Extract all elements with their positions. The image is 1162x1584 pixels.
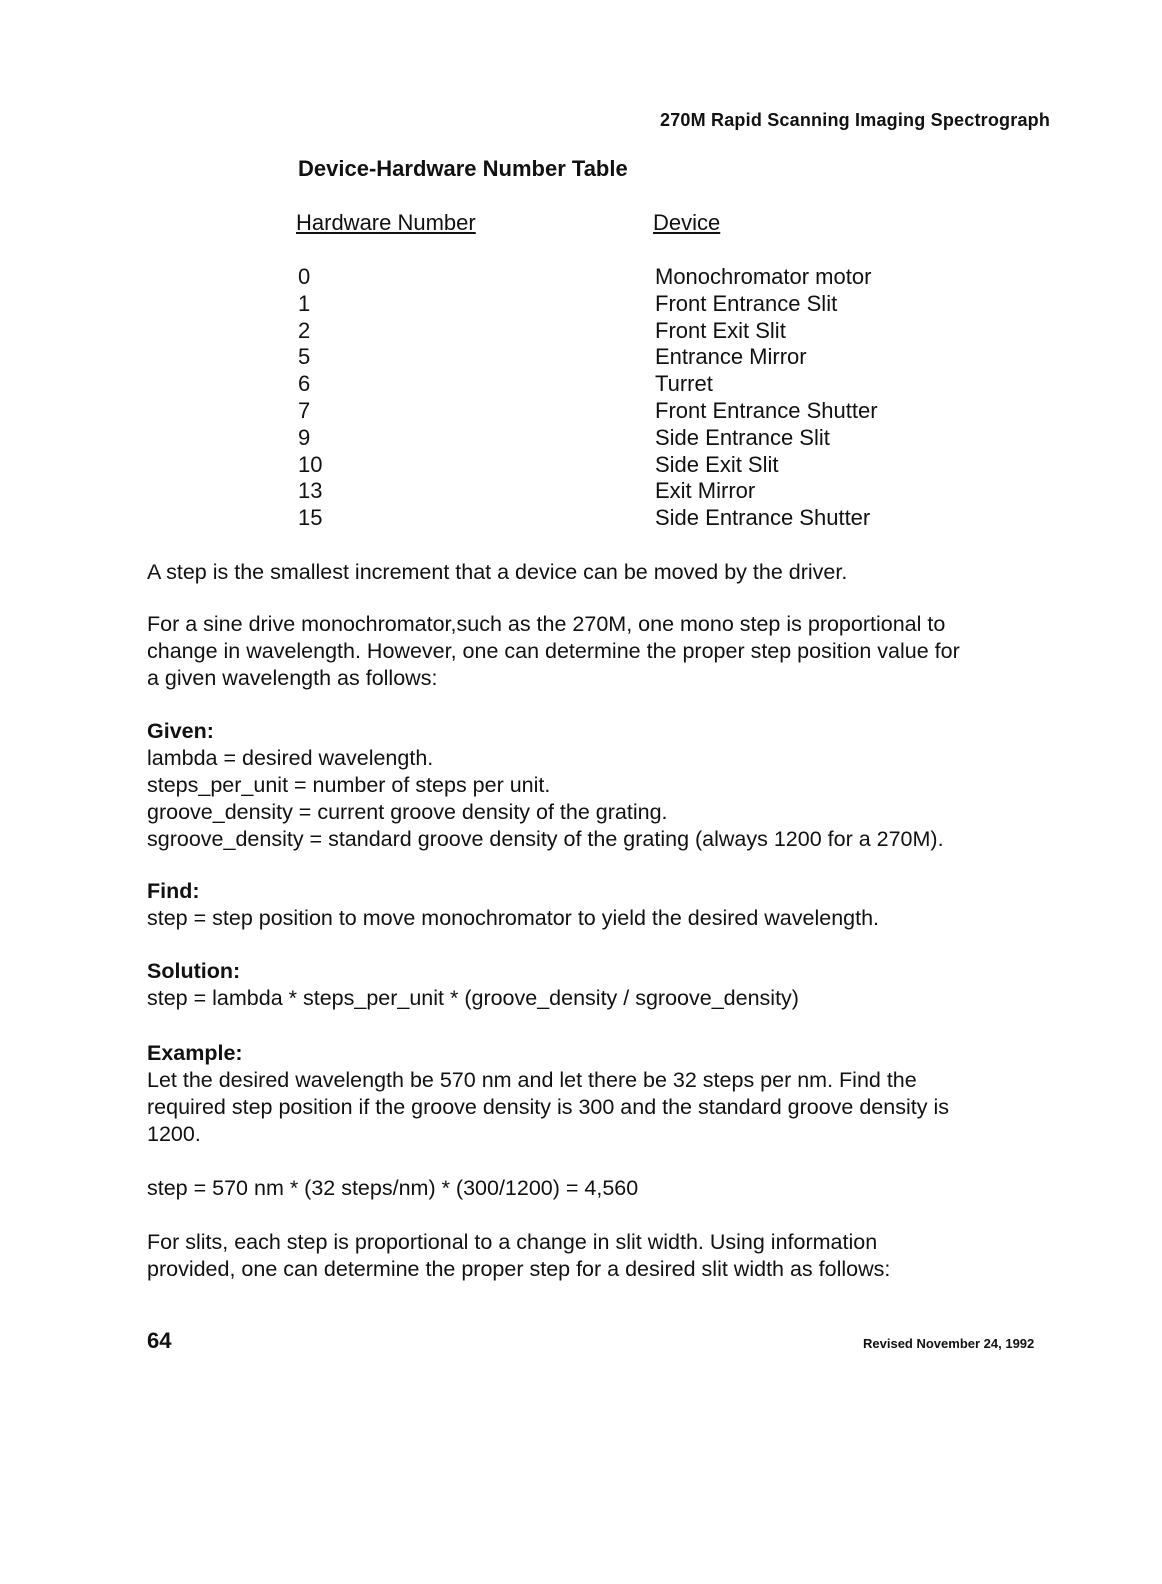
paragraph-line: For slits, each step is proportional to a change in slit width. Using information [147, 1230, 878, 1254]
table-row [298, 478, 918, 505]
device-name: Side Entrance Shutter [655, 505, 871, 531]
given-line: steps_per_unit = number of steps per unit. [147, 773, 551, 797]
device-name: Front Exit Slit [655, 317, 786, 343]
find-line: step = step position to move monochromator to yield the desired wavelength. [147, 906, 880, 930]
device-name: Front Entrance Shutter [655, 397, 878, 423]
given-heading: Given: [147, 719, 214, 743]
table-row [298, 291, 918, 318]
column-header-hardware-number: Hardware Number [296, 210, 476, 235]
hardware-number: 6 [298, 371, 311, 397]
device-name: Turret [655, 371, 713, 397]
device-name: Exit Mirror [655, 478, 756, 504]
paragraph-line: a given wavelength as follows: [147, 666, 438, 690]
example-line: 1200. [147, 1122, 201, 1146]
device-name: Entrance Mirror [655, 344, 807, 370]
solution-heading: Solution: [147, 959, 241, 983]
hardware-number: 2 [298, 317, 311, 343]
slits-paragraph [147, 1229, 1047, 1283]
table-row [298, 344, 918, 371]
table-row [298, 505, 918, 532]
hardware-number: 13 [298, 478, 323, 504]
hardware-number: 10 [298, 451, 323, 477]
hardware-number: 0 [298, 264, 311, 289]
example-line: Let the desired wavelength be 570 nm and let there be 32 steps per nm. Find the [147, 1068, 917, 1092]
example-result: step = 570 nm * (32 steps/nm) * (300/1200) = 4,560 [147, 1176, 639, 1200]
step-definition-paragraph: A step is the smallest increment that a device can be moved by the driver. [147, 560, 848, 584]
example-line: required step position if the groove density is 300 and the standard groove density is [147, 1095, 949, 1119]
hardware-table-rows [298, 264, 918, 532]
device-name: Side Entrance Slit [655, 424, 830, 450]
given-line: sgroove_density = standard groove density of the grating (always 1200 for a 270M). [147, 827, 944, 851]
page-number: 64 [147, 1328, 172, 1353]
paragraph-line: For a sine drive monochromator,such as the 270M, one mono step is proportional to [147, 612, 946, 636]
hardware-number: 7 [298, 397, 311, 423]
paragraph-line: change in wavelength. However, one can determine the proper step position value for [147, 639, 960, 663]
find-section [147, 878, 1047, 932]
solution-section [147, 958, 1047, 1012]
column-header-device: Device [653, 210, 721, 235]
given-line: groove_density = current groove density of the grating. [147, 800, 668, 824]
hardware-number: 1 [298, 290, 311, 316]
paragraph-line: provided, one can determine the proper step for a desired slit width as follows: [147, 1257, 891, 1281]
given-section [147, 718, 1047, 853]
hardware-number: 5 [298, 344, 311, 370]
sine-drive-paragraph [147, 611, 1047, 692]
table-row [298, 452, 918, 479]
table-row [298, 398, 918, 425]
table-row [298, 318, 918, 345]
table-row [298, 425, 918, 452]
given-line: lambda = desired wavelength. [147, 746, 434, 770]
find-heading: Find: [147, 879, 200, 903]
table-row [298, 264, 918, 291]
solution-formula: step = lambda * steps_per_unit * (groove_density / sgroove_density) [147, 986, 799, 1010]
hardware-number: 9 [298, 424, 311, 450]
device-name: Front Entrance Slit [655, 290, 838, 316]
device-name: Monochromator motor [655, 264, 872, 289]
example-section [147, 1040, 1047, 1148]
revision-date: Revised November 24, 1992 [863, 1336, 1035, 1351]
example-heading: Example: [147, 1041, 243, 1065]
running-header: 270M Rapid Scanning Imaging Spectrograph [660, 110, 1051, 130]
hardware-number: 15 [298, 505, 323, 531]
table-row [298, 371, 918, 398]
table-title: Device-Hardware Number Table [298, 156, 628, 181]
device-name: Side Exit Slit [655, 451, 779, 477]
